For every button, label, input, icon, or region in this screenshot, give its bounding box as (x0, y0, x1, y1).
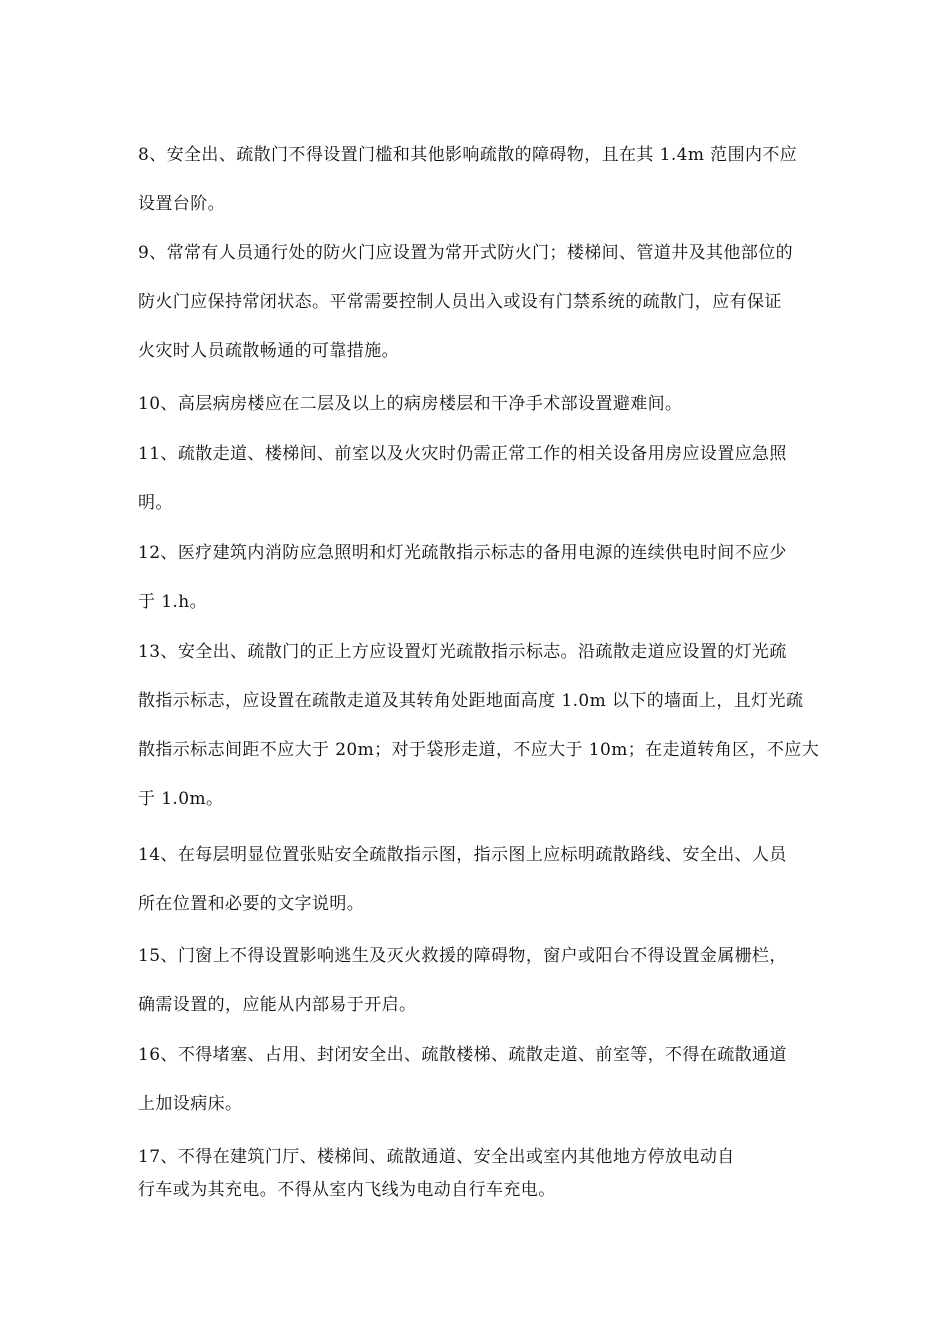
item-15 (138, 932, 828, 1030)
item-9-line-3: 火灾时人员疏散畅通的可靠措施。 (138, 341, 399, 361)
item-11 (138, 430, 828, 528)
item-15-line-1: 15、门窗上不得设置影响逃生及灭火救援的障碍物，窗户或阳台不得设置金属栅栏， (138, 946, 787, 966)
item-13-line-3: 散指示标志间距不应大于 20m；对于袋形走道，不应大于 10m；在走道转角区，不应大 (138, 740, 820, 760)
item-13-line-1: 13、安全出、疏散门的正上方应设置灯光疏散指示标志。沿疏散走道应设置的灯光疏 (138, 642, 787, 662)
item-13-line-4: 于 1.0m。 (138, 789, 224, 809)
item-17 (138, 1141, 838, 1207)
item-9-line-2: 防火门应保持常闭状态。平常需要控制人员出入或设有门禁系统的疏散门，应有保证 (138, 292, 782, 312)
item-13-line-2: 散指示标志，应设置在疏散走道及其转角处距地面高度 1.0m 以下的墙面上，且灯光疏 (138, 691, 804, 711)
item-8-line-2: 设置台阶。 (138, 194, 225, 214)
item-10 (138, 380, 828, 429)
item-9 (138, 229, 828, 376)
item-12-line-2: 于 1.h。 (138, 592, 207, 612)
item-17-line-1: 17、不得在建筑门厅、楼梯间、疏散通道、安全出或室内其他地方停放电动自 (138, 1147, 735, 1167)
item-14-line-2: 所在位置和必要的文字说明。 (138, 894, 365, 914)
item-12 (138, 529, 828, 627)
item-14-line-1: 14、在每层明显位置张贴安全疏散指示图，指示图上应标明疏散路线、安全出、人员 (138, 845, 787, 865)
item-12-line-1: 12、医疗建筑内消防应急照明和灯光疏散指示标志的备用电源的连续供电时间不应少 (138, 543, 787, 563)
item-13 (138, 628, 828, 824)
item-16 (138, 1031, 828, 1129)
item-14 (138, 831, 828, 929)
item-16-line-1: 16、不得堵塞、占用、封闭安全出、疏散楼梯、疏散走道、前室等，不得在疏散通道 (138, 1045, 787, 1065)
item-15-line-2: 确需设置的，应能从内部易于开启。 (138, 995, 417, 1015)
item-11-line-1: 11、疏散走道、楼梯间、前室以及火灾时仍需正常工作的相关设备用房应设置应急照 (138, 444, 787, 464)
item-17-line-2: 行车或为其充电。不得从室内飞线为电动自行车充电。 (138, 1180, 556, 1200)
item-11-line-2: 明。 (138, 493, 173, 513)
item-8 (138, 131, 828, 229)
item-8-line-1: 8、安全出、疏散门不得设置门槛和其他影响疏散的障碍物，且在其 1.4m 范围内不应 (138, 145, 798, 165)
item-16-line-2: 上加设病床。 (138, 1094, 243, 1114)
item-10-line-1: 10、高层病房楼应在二层及以上的病房楼层和干净手术部设置避难间。 (138, 394, 683, 414)
item-9-line-1: 9、常常有人员通行处的防火门应设置为常开式防火门；楼梯间、管道井及其他部位的 (138, 243, 794, 263)
